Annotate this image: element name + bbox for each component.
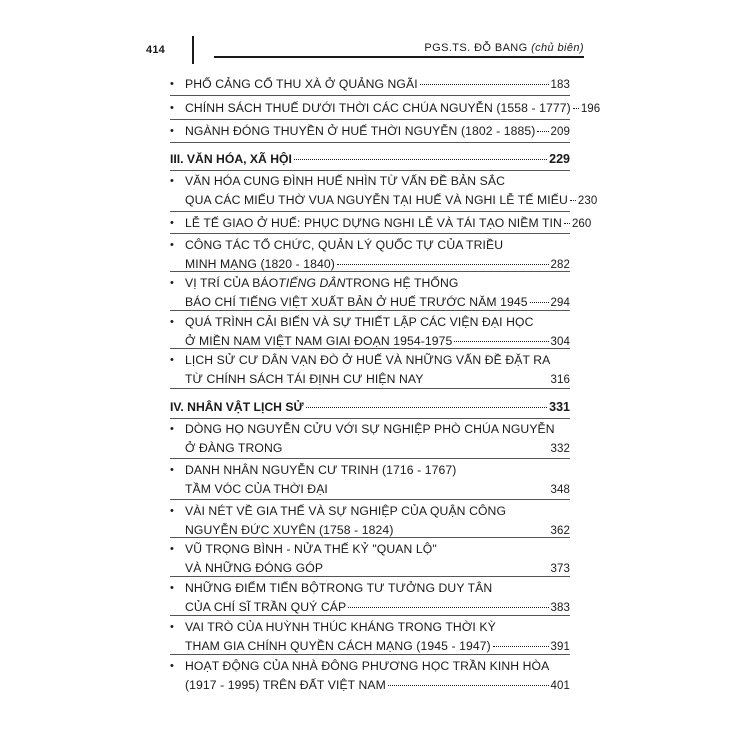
header-vertical-bar [192,36,194,64]
bullet-icon: • [170,217,174,229]
bullet-icon: • [170,582,174,594]
section-page-number: 331 [549,400,570,414]
divider [170,654,570,655]
divider [170,310,570,311]
divider [170,458,570,459]
toc-entry[interactable]: • VĂN HÓA CUNG ĐÌNH HUẾ NHÌN TỪ VẤN ĐỀ BẢN SẮC QUA CÁC MIẾU THỜ VUA NGUYỄN TẠI HUẾ VÀ NGHI LỄ TẾ MIẾU 230 [170,172,570,211]
divider [170,499,570,500]
toc-page-number: 209 [550,126,570,138]
toc-page-number: 282 [550,259,570,271]
divider [170,576,570,577]
bullet-icon: • [170,78,174,90]
toc-entry[interactable]: • LỊCH SỬ CƯ DÂN VẠN ĐÒ Ở HUẾ VÀ NHỮNG VẤN ĐỀ ĐẶT RA TỪ CHÍNH SÁCH TÁI ĐỊNH CƯ HIỆN NAY 316 [170,351,570,390]
section-heading[interactable]: IV. NHÂN VẬT LỊCH SỬ 331 [170,398,570,417]
toc-entry[interactable]: • LỄ TẾ GIAO Ở HUẾ: PHỤC DỰNG NGHI LỄ VÀ TÁI TẠO NIỀM TIN 260 [170,214,570,234]
divider [170,170,570,171]
toc-entry[interactable]: • PHỐ CẢNG CỔ THU XÀ Ở QUẢNG NGÃI 183 [170,75,570,95]
toc-page-number: 230 [577,195,598,207]
divider [170,271,570,272]
divider [170,95,570,96]
section-page-number: 229 [549,152,570,166]
toc-entry[interactable]: • DÒNG HỌ NGUYỄN CỬU VỚI SỰ NGHIỆP PHÒ CHÚA NGUYỄN Ở ĐÀNG TRONG 332 [170,420,570,459]
toc-entry[interactable]: • NHỮNG ĐIỂM TIẾN BỘTRONG TƯ TƯỞNG DUY TÂN CỦA CHÍ SĨ TRẦN QUÝ CÁP 383 [170,579,570,618]
running-head-editor: (chủ biên) [531,42,584,54]
bullet-icon: • [170,102,174,114]
toc-page-number: 373 [550,563,570,575]
bullet-icon: • [170,505,174,517]
bullet-icon: • [170,621,174,633]
bullet-icon: • [170,175,174,187]
toc-page-number: 260 [571,218,592,230]
running-head [424,42,584,54]
toc-page-number: 316 [550,374,570,386]
toc-page-number: 294 [550,297,570,309]
divider [170,418,570,419]
toc-page-number: 391 [550,641,570,653]
divider [170,142,570,143]
toc-entry[interactable]: • HOẠT ĐỘNG CỦA NHÀ ĐÔNG PHƯƠNG HỌC TRẦN KINH HÒA (1917 - 1995) TRÊN ĐẤT VIỆT NAM 401 [170,657,570,696]
toc-entry[interactable]: • VÀI NÉT VỀ GIA THẾ VÀ SỰ NGHIỆP CỦA QUẬN CÔNG NGUYỄN ĐỨC XUYÊN (1758 - 1824) 362 [170,502,570,541]
toc-page-number: 401 [550,680,570,692]
divider [170,119,570,120]
bullet-icon: • [170,423,174,435]
bullet-icon: • [170,543,174,555]
running-head-author: PGS.TS. ĐỖ BANG [424,42,528,54]
toc-entry[interactable]: • CÔNG TÁC TỔ CHỨC, QUẢN LÝ QUỐC TỰ CỦA TRIỀU MINH MẠNG (1820 - 1840) 282 [170,236,570,275]
divider [170,615,570,616]
toc-page-number: 383 [550,602,570,614]
toc-entry[interactable]: • VŨ TRỌNG BÌNH - NỬA THẾ KỶ "QUAN LỘ" VÀ NHỮNG ĐÓNG GÓP 373 [170,540,570,579]
bullet-icon: • [170,316,174,328]
toc-page-number: 196 [580,103,601,115]
bullet-icon: • [170,277,174,289]
toc-page-number: 332 [550,443,570,455]
divider [170,233,570,234]
toc-page-number: 304 [550,336,570,348]
bullet-icon: • [170,239,174,251]
toc-entry[interactable]: • VỊ TRÍ CỦA BÁO TIẾNG DÂN TRONG HỆ THỐNG BÁO CHÍ TIẾNG VIỆT XUẤT BẢN Ở HUẾ TRƯỚC NĂM 1945 294 [170,274,570,313]
bullet-icon: • [170,660,174,672]
toc-entry[interactable]: • CHÍNH SÁCH THUẾ DƯỚI THỜI CÁC CHÚA NGUYỄN (1558 - 1777) 196 [170,99,570,119]
bullet-icon: • [170,354,174,366]
toc-entry[interactable]: • QUÁ TRÌNH CẢI BIẾN VÀ SỰ THIẾT LẬP CÁC VIỆN ĐẠI HỌC Ở MIỀN NAM VIỆT NAM GIAI ĐOẠN 1954-1975 304 [170,313,570,352]
toc-page-number: 348 [550,484,570,496]
divider [170,348,570,349]
section-heading[interactable]: III. VĂN HÓA, XÃ HỘI 229 [170,150,570,169]
bullet-icon: • [170,464,174,476]
divider [170,211,570,212]
toc-page-number: 362 [550,525,570,537]
toc-entry[interactable]: • DANH NHÂN NGUYỄN CƯ TRINH (1716 - 1767) TẦM VÓC CỦA THỜI ĐẠI 348 [170,461,570,500]
toc-entry[interactable]: • VAI TRÒ CỦA HUỲNH THÚC KHÁNG TRONG THỜI KỲ THAM GIA CHÍNH QUYỀN CÁCH MẠNG (1945 - 1947) 391 [170,618,570,657]
bullet-icon: • [170,125,174,137]
header-rule [214,56,584,58]
divider [170,388,570,389]
divider [170,537,570,538]
toc-entry[interactable]: • NGÀNH ĐÓNG THUYỀN Ở HUẾ THỜI NGUYỄN (1802 - 1885) 209 [170,122,570,142]
page-number: 414 [146,44,165,56]
toc-page-number: 183 [550,79,570,91]
